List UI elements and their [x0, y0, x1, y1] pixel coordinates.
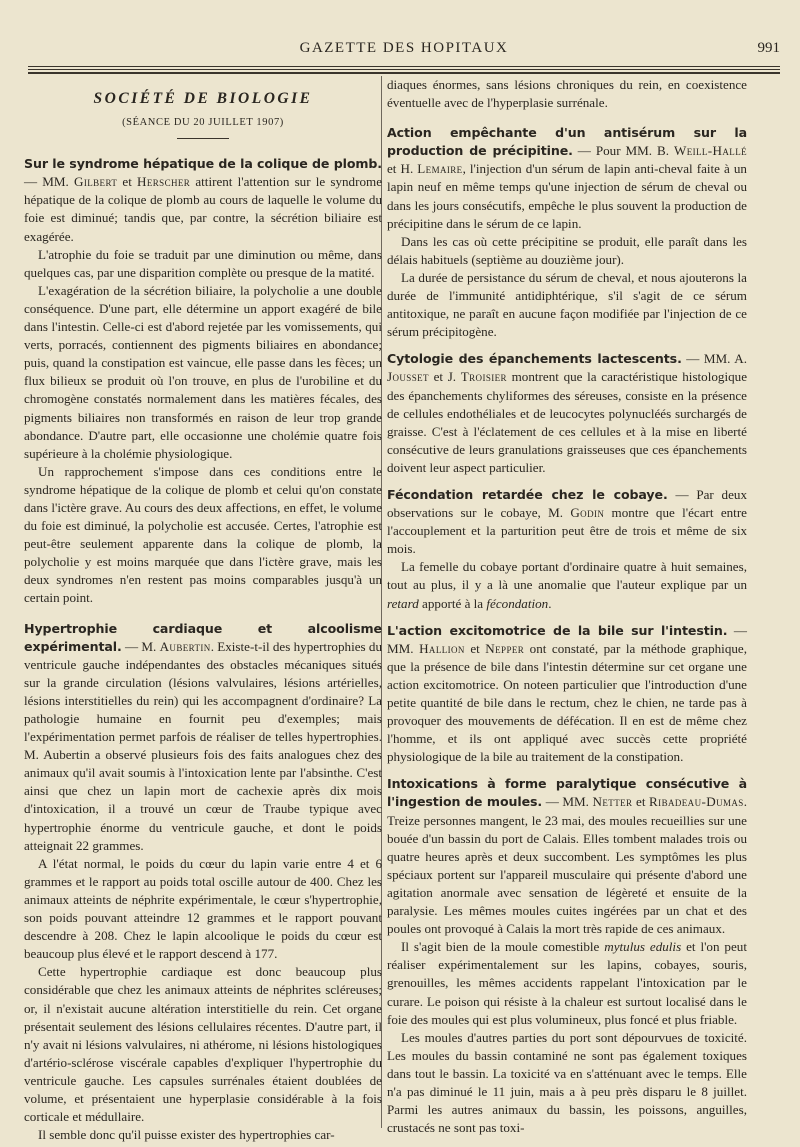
author-name: Netter: [592, 794, 633, 810]
author-name: Hallion: [419, 640, 465, 656]
article-paragraph: La femelle du cobaye portant d'ordinaire quatre à huit semaines, tout au plus, il y a là une anomalie que l'auteur explique par un retard apporté à la fécondation.: [387, 559, 747, 611]
header-rule-thick: [28, 72, 780, 74]
article-paragraph: Cytologie des épanchements lactescents. — MM. A. Jousset et J. Troisier montrent que la caractéristique histologique des épanchements chyliformes des séreuses, consiste en la présence de cellules endothéliales et de leucocytes polynucléés surchargés de graisse. C'est à l'éclatement de ces cellules et à la mise en liberté consécutive de leurs granulations graisseuses que ces épanchements doivent leur aspect particulier.: [387, 351, 748, 475]
article-paragraph: Sur le syndrome hépatique de la colique de plomb. — MM. Gilbert et Herscher attirent l'attention sur le syndrome hépatique de la colique de plomb au cours de laquelle le volume du foie est diminué; tandis que, par contre, la sécrétion biliaire est exagérée.: [24, 156, 383, 244]
article-paragraph: Intoxications à forme paralytique consécutive à l'ingestion de moules. — MM. Netter et Ribadeau-Dumas. Treize personnes mangent, le 23 mai, des moules recueillies sur une bouée d'un bassin du port de Calais. Elles tombent malades trois ou quatre heures après et deux succombent. Les symptômes les plus spéciaux portent sur l'appareil musculaire qui présente d'abord une agitation anormale avec sensation de légèreté et ensuite de la paralysie. Les mêmes moules cuites ingérées par un chat et des poules ont provoqué à Calais la mort très rapide de ces animaux.: [387, 776, 747, 937]
article-paragraph: Fécondation retardée chez le cobaye. — Par deux observations sur le cobaye, M. Godin montre que l'écart entre l'accouplement et la parturition peut être de trois et même de six mois.: [387, 486, 748, 557]
society-title: SOCIÉTÉ DE BIOLOGIE: [93, 90, 313, 107]
author-name: Ribadeau-Dumas: [649, 794, 744, 810]
header-rule-bottom: [28, 69, 780, 70]
article-heading: Sur le syndrome hépatique de la colique de plomb.: [24, 156, 382, 172]
article-paragraph: Cette hypertrophie cardiaque est donc beaucoup plus considérable que chez les animaux atteints de néphrites scléreuses; or, il n'existait aucune altération interstitielle du rein. Cet organe présentait seulement des lésions cellulaires récentes. D'autre part, il n'y avait ni lésions valvulaires, ni athérome, ni lésions histologiques d'artério-sclérose viscérale capables d'expliquer l'hypertrophie du ventricule gauche. Les capsules surrénales étaient doublées de volume, et présentaient une hyperplasie considérable à la fois corticale et médullaire.: [24, 964, 382, 1125]
author-name: Lemaire: [417, 161, 463, 177]
article-paragraph: L'exagération de la sécrétion biliaire, la polycholie a une double conséquence. D'une part, elle détermine un apport exagéré de bile dans l'intestin. Celle-ci est d'abord rejetée par les vomissements, qui verts, porracés, contiennent des pigments biliaires en abondance; puis, quand la constipation est vaincue, elle passe dans les fèces; un flux bilieux se produit où l'on trouve, en plus de l'urobiline et du chromogène constatés normalement dans les matières fécales, des pigments biliaires non transformés en raison de leur trop grande abondance. D'autre part, elle occasionne une cholémie quatre fois supérieure à la cholémie physiologique.: [24, 282, 382, 461]
article-paragraph: Les moules d'autres parties du port sont dépourvues de toxicité. Les moules du bassin contaminé ne sont pas également toxiques dans tout le bassin. La toxicité va en s'atténuant avec le temps. Elle n'a pas diminué le 11 juin, mais a à peu près disparu le 8 juillet. Parmi les autres animaux du bassin, les poissons, anguilles, crustacés ne sont pas toxi-: [387, 1029, 747, 1136]
article-moules: [387, 775, 747, 1137]
article-heading: L'action excitomotrice de la bile sur l'intestin.: [387, 622, 728, 638]
article-paragraph: Action empêchante d'un antisérum sur la production de précipitine. — Pour MM. B. Weill-Hallé et H. Lemaire, l'injection d'un sérum de lapin anti-cheval faite à un lapin neuf en même temps qu'une injection de sérum de cheval ou dans les jours consécutifs, empêche le plus souvent la production de précipitine dans le sérum de ce lapin.: [387, 125, 747, 231]
article-heading: Action empêchante d'un antisérum sur la production de précipitine.: [387, 125, 747, 159]
author-name: Godin: [570, 505, 605, 521]
article-paragraph: L'atrophie du foie se traduit par une diminution ou même, dans quelques cas, par une disparition complète ou presque de la matité.: [24, 246, 382, 280]
author-name: Weill-Hallé: [673, 143, 747, 159]
article-bile: [387, 622, 747, 767]
journal-title: GAZETTE DES HOPITAUX: [299, 40, 509, 56]
article-paragraph: Dans les cas où cette précipitine se produit, elle paraît dans les délais habituels (septième au douzième jour).: [387, 233, 747, 267]
author-name: Jousset: [387, 369, 429, 385]
title-rule: [177, 138, 229, 139]
article-heading: Intoxications à forme paralytique consécutive à l'ingestion de moules.: [387, 776, 747, 810]
article-paragraph: A l'état normal, le poids du cœur du lapin varie entre 4 et 6 grammes et le rapport au poids total oscille autour de 400. Chez les animaux atteints de néphrite expérimentale, le cœur s'hypertrophie, son poids pouvant atteindre 12 grammes et le rapport pouvant descendre à 208. Chez le lapin alcoolique le poids du cœur est beaucoup plus élevé et le rapport descend à 177.: [24, 855, 382, 962]
article-paragraph: La durée de persistance du sérum de cheval, et nous ajouterons la durée de l'immunité antidiphtérique, s'il s'agit de ce sérum antitoxique, ne paraît en aucune façon modifiée par l'injection de ce sérum précipitogène.: [387, 269, 747, 340]
author-name: Nepper: [485, 640, 525, 656]
author-name: Herscher: [137, 174, 191, 190]
article-paragraph: L'action excitomotrice de la bile sur l'intestin. — MM. Hallion et Nepper ont constaté, par la méthode graphique, que la présence de bile dans l'intestin détermine sur cet organe une action excitomotrice. On noteen particulier que l'introduction d'une petite quantité de bile dans le rectum, chez le chien, ne tarde pas à provoquer des mouvements de défécation. Il en est de même chez l'homme, et ils ont appliqué avec succès cette propriété physiologique de la bile au traitement de la constipation.: [387, 622, 747, 765]
author-name: Gilbert: [74, 174, 118, 190]
author-name: Aubertin: [159, 638, 211, 654]
article-paragraph: Hypertrophie cardiaque et alcoolisme expérimental. — M. Aubertin. Existe-t-il des hypertrophies du ventricule gauche indépendantes des obstacles mécaniques situés sur la grande circulation (lésions valvulaires, lésions artérielles, lésions interstitielles du rein) qui les accompagnent d'ordinaire? La pathologie humaine en fournit peu d'exemples; mais l'expérimentation permet parfois de réaliser de telles hypertrophies. M. Aubertin a observé plusieurs fois des faits analogues chez des animaux qu'il avait soumis à l'intoxication lente par l'absinthe. C'est ainsi que chez un lapin mort de cachexie après dix mois d'intoxication, il a trouvé un cœur de Traube typique avec hypertrophie énorme du ventricule gauche, et dont le poids atteignait 22 grammes.: [24, 620, 382, 853]
article-fecondation: [387, 486, 747, 613]
article-antiserum: [387, 124, 747, 341]
right-column: [387, 76, 747, 1137]
article-cardiac-hypertrophy: [24, 620, 382, 1145]
header-rule-top: [28, 66, 780, 67]
article-heading: Cytologie des épanchements lactescents.: [387, 351, 682, 367]
page-header: [28, 40, 780, 62]
article-heading: Fécondation retardée chez le cobaye.: [387, 486, 668, 502]
article-continuation: diaques énormes, sans lésions chroniques du rein, en coexistence éventuelle avec de l'hyperplasie surrénale.: [387, 77, 747, 111]
article-cytology: [387, 350, 747, 477]
article-paragraph: Un rapprochement s'impose dans ces conditions entre le syndrome hépatique de la colique de plomb et celui qu'on constate dans l'ictère grave. Au cours des deux affections, en effet, le volume du foie est diminué, la polycholie est accusée. Certes, l'atrophie est peut-être seulement apparente dans la colique de plomb, la polycholie y est moins marquée que dans l'ictère grave, mais les deux syndromes n'en restent pas moins comparables jusqu'à un certain point.: [24, 463, 382, 606]
article-heading: Hypertrophie cardiaque et alcoolisme expérimental.: [24, 620, 382, 654]
session-date: (SÉANCE DU 20 JUILLET 1907): [122, 117, 284, 129]
article-paragraph: Il s'agit bien de la moule comestible mytulus edulis et l'on peut réaliser expérimentalement sur les lapins, cobayes, souris, grenouilles, les mêmes accidents rappelant l'intoxication par le curare. Le poison qui résiste à la chaleur est surtout localisé dans le foie des moules qui est plus volumineux, plus foncé et plus friable.: [387, 939, 747, 1027]
article-lead-colic: [24, 155, 382, 607]
author-name: Troisier: [460, 369, 507, 385]
page-number: 991: [757, 40, 780, 56]
left-column: [24, 82, 382, 1144]
article-paragraph: Il semble donc qu'il puisse exister des hypertrophies car-: [38, 1127, 335, 1143]
